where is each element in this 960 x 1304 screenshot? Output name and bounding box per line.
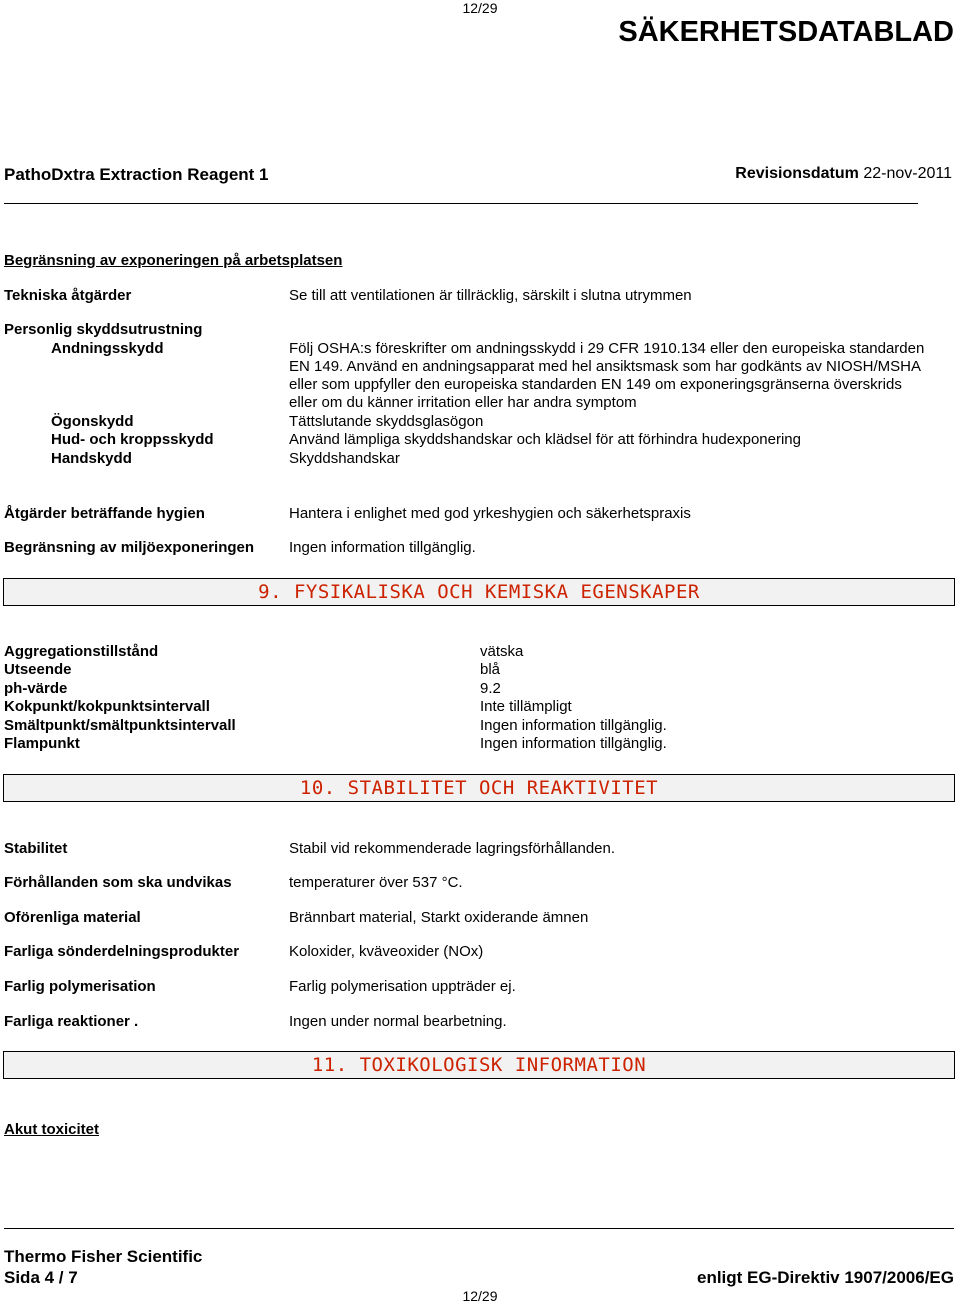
product-name: PathoDxtra Extraction Reagent 1	[4, 165, 269, 184]
hygiene-value: Hantera i enlighet med god yrkeshygien och säkerhetspraxis	[289, 505, 691, 522]
stability-label: Farliga reaktioner .	[4, 1013, 139, 1030]
stability-label: Farlig polymerisation	[4, 978, 156, 995]
property-label: Kokpunkt/kokpunktsintervall	[4, 698, 210, 715]
property-label: Smältpunkt/smältpunktsintervall	[4, 717, 236, 734]
eye-protection-label: Ögonskydd	[51, 413, 134, 430]
eye-protection-value: Tättslutande skyddsglasögon	[289, 413, 484, 430]
stability-label: Farliga sönderdelningsprodukter	[4, 943, 240, 960]
revision-info	[735, 165, 952, 183]
stability-value: Ingen under normal bearbetning.	[289, 1013, 507, 1030]
footer-page-number: Sida 4 / 7	[4, 1268, 78, 1287]
footer-divider	[4, 1228, 954, 1229]
stability-label: Förhållanden som ska undvikas	[4, 874, 232, 891]
acute-toxicity-label: Akut toxicitet	[4, 1121, 100, 1138]
revision-date: 22-nov-2011	[863, 165, 952, 182]
hand-protection-label: Handskydd	[51, 450, 132, 467]
respiratory-value: Följ OSHA:s föreskrifter om andningsskydd i 29 CFR 1910.134 eller den europeiska standarden EN 149. Använd en andningsapparat med hel ansiktsmask som har godkänts av NIOSH/MSHA eller som uppfyller den europeiska standarden EN 149 om exponeringsgränserna överskrids eller om du känner irritation eller har andra symptom	[289, 340, 925, 411]
section-10-title: 10. STABILITET OCH REAKTIVITET	[3, 774, 955, 802]
property-value: Ingen information tillgänglig.	[480, 717, 667, 734]
skin-protection-value: Använd lämpliga skyddshandskar och klädsel för att förhindra hudexponering	[289, 431, 801, 448]
stability-label: Stabilitet	[4, 840, 68, 857]
footer-company: Thermo Fisher Scientific	[4, 1247, 203, 1266]
footer-directive: enligt EG-Direktiv 1907/2006/EG	[696, 1268, 954, 1287]
technical-measures-label: Tekniska åtgärder	[4, 287, 132, 304]
property-label: Flampunkt	[4, 735, 80, 752]
hygiene-label: Åtgärder beträffande hygien	[4, 505, 205, 522]
header-divider	[4, 203, 918, 204]
stability-value: Brännbart material, Starkt oxiderande ämnen	[289, 909, 589, 926]
document-title: SÄKERHETSDATABLAD	[618, 16, 954, 48]
environmental-exposure-label: Begränsning av miljöexponeringen	[4, 539, 255, 556]
environmental-exposure-value: Ingen information tillgänglig.	[289, 539, 476, 556]
page-counter-top: 12/29	[462, 0, 498, 16]
hand-protection-value: Skyddshandskar	[289, 450, 400, 467]
property-label: Aggregationstillstånd	[4, 643, 159, 660]
stability-label: Oförenliga material	[4, 909, 141, 926]
technical-measures-value: Se till att ventilationen är tillräcklig, särskilt i slutna utrymmen	[289, 287, 692, 304]
respiratory-label: Andningsskydd	[51, 340, 164, 357]
revision-label: Revisionsdatum	[735, 165, 859, 182]
property-value: Ingen information tillgänglig.	[480, 735, 667, 752]
property-value: 9.2	[480, 680, 501, 697]
property-label: Utseende	[4, 661, 72, 678]
property-label: ph-värde	[4, 680, 68, 697]
property-value: Inte tillämpligt	[480, 698, 572, 715]
ppe-label: Personlig skyddsutrustning	[4, 321, 203, 338]
section-11-title: 11. TOXIKOLOGISK INFORMATION	[3, 1051, 955, 1079]
stability-value: Stabil vid rekommenderade lagringsförhållanden.	[289, 840, 616, 857]
stability-value: Farlig polymerisation uppträder ej.	[289, 978, 516, 995]
skin-protection-label: Hud- och kroppsskydd	[51, 431, 214, 448]
stability-value: Koloxider, kväveoxider (NOx)	[289, 943, 484, 960]
property-value: blå	[480, 661, 501, 678]
section-9-title: 9. FYSIKALISKA OCH KEMISKA EGENSKAPER	[3, 578, 955, 606]
property-value: vätska	[480, 643, 524, 660]
page-counter-bottom: 12/29	[462, 1288, 498, 1304]
stability-value: temperaturer över 537 °C.	[289, 874, 463, 891]
exposure-heading: Begränsning av exponeringen på arbetsplatsen	[4, 252, 343, 269]
